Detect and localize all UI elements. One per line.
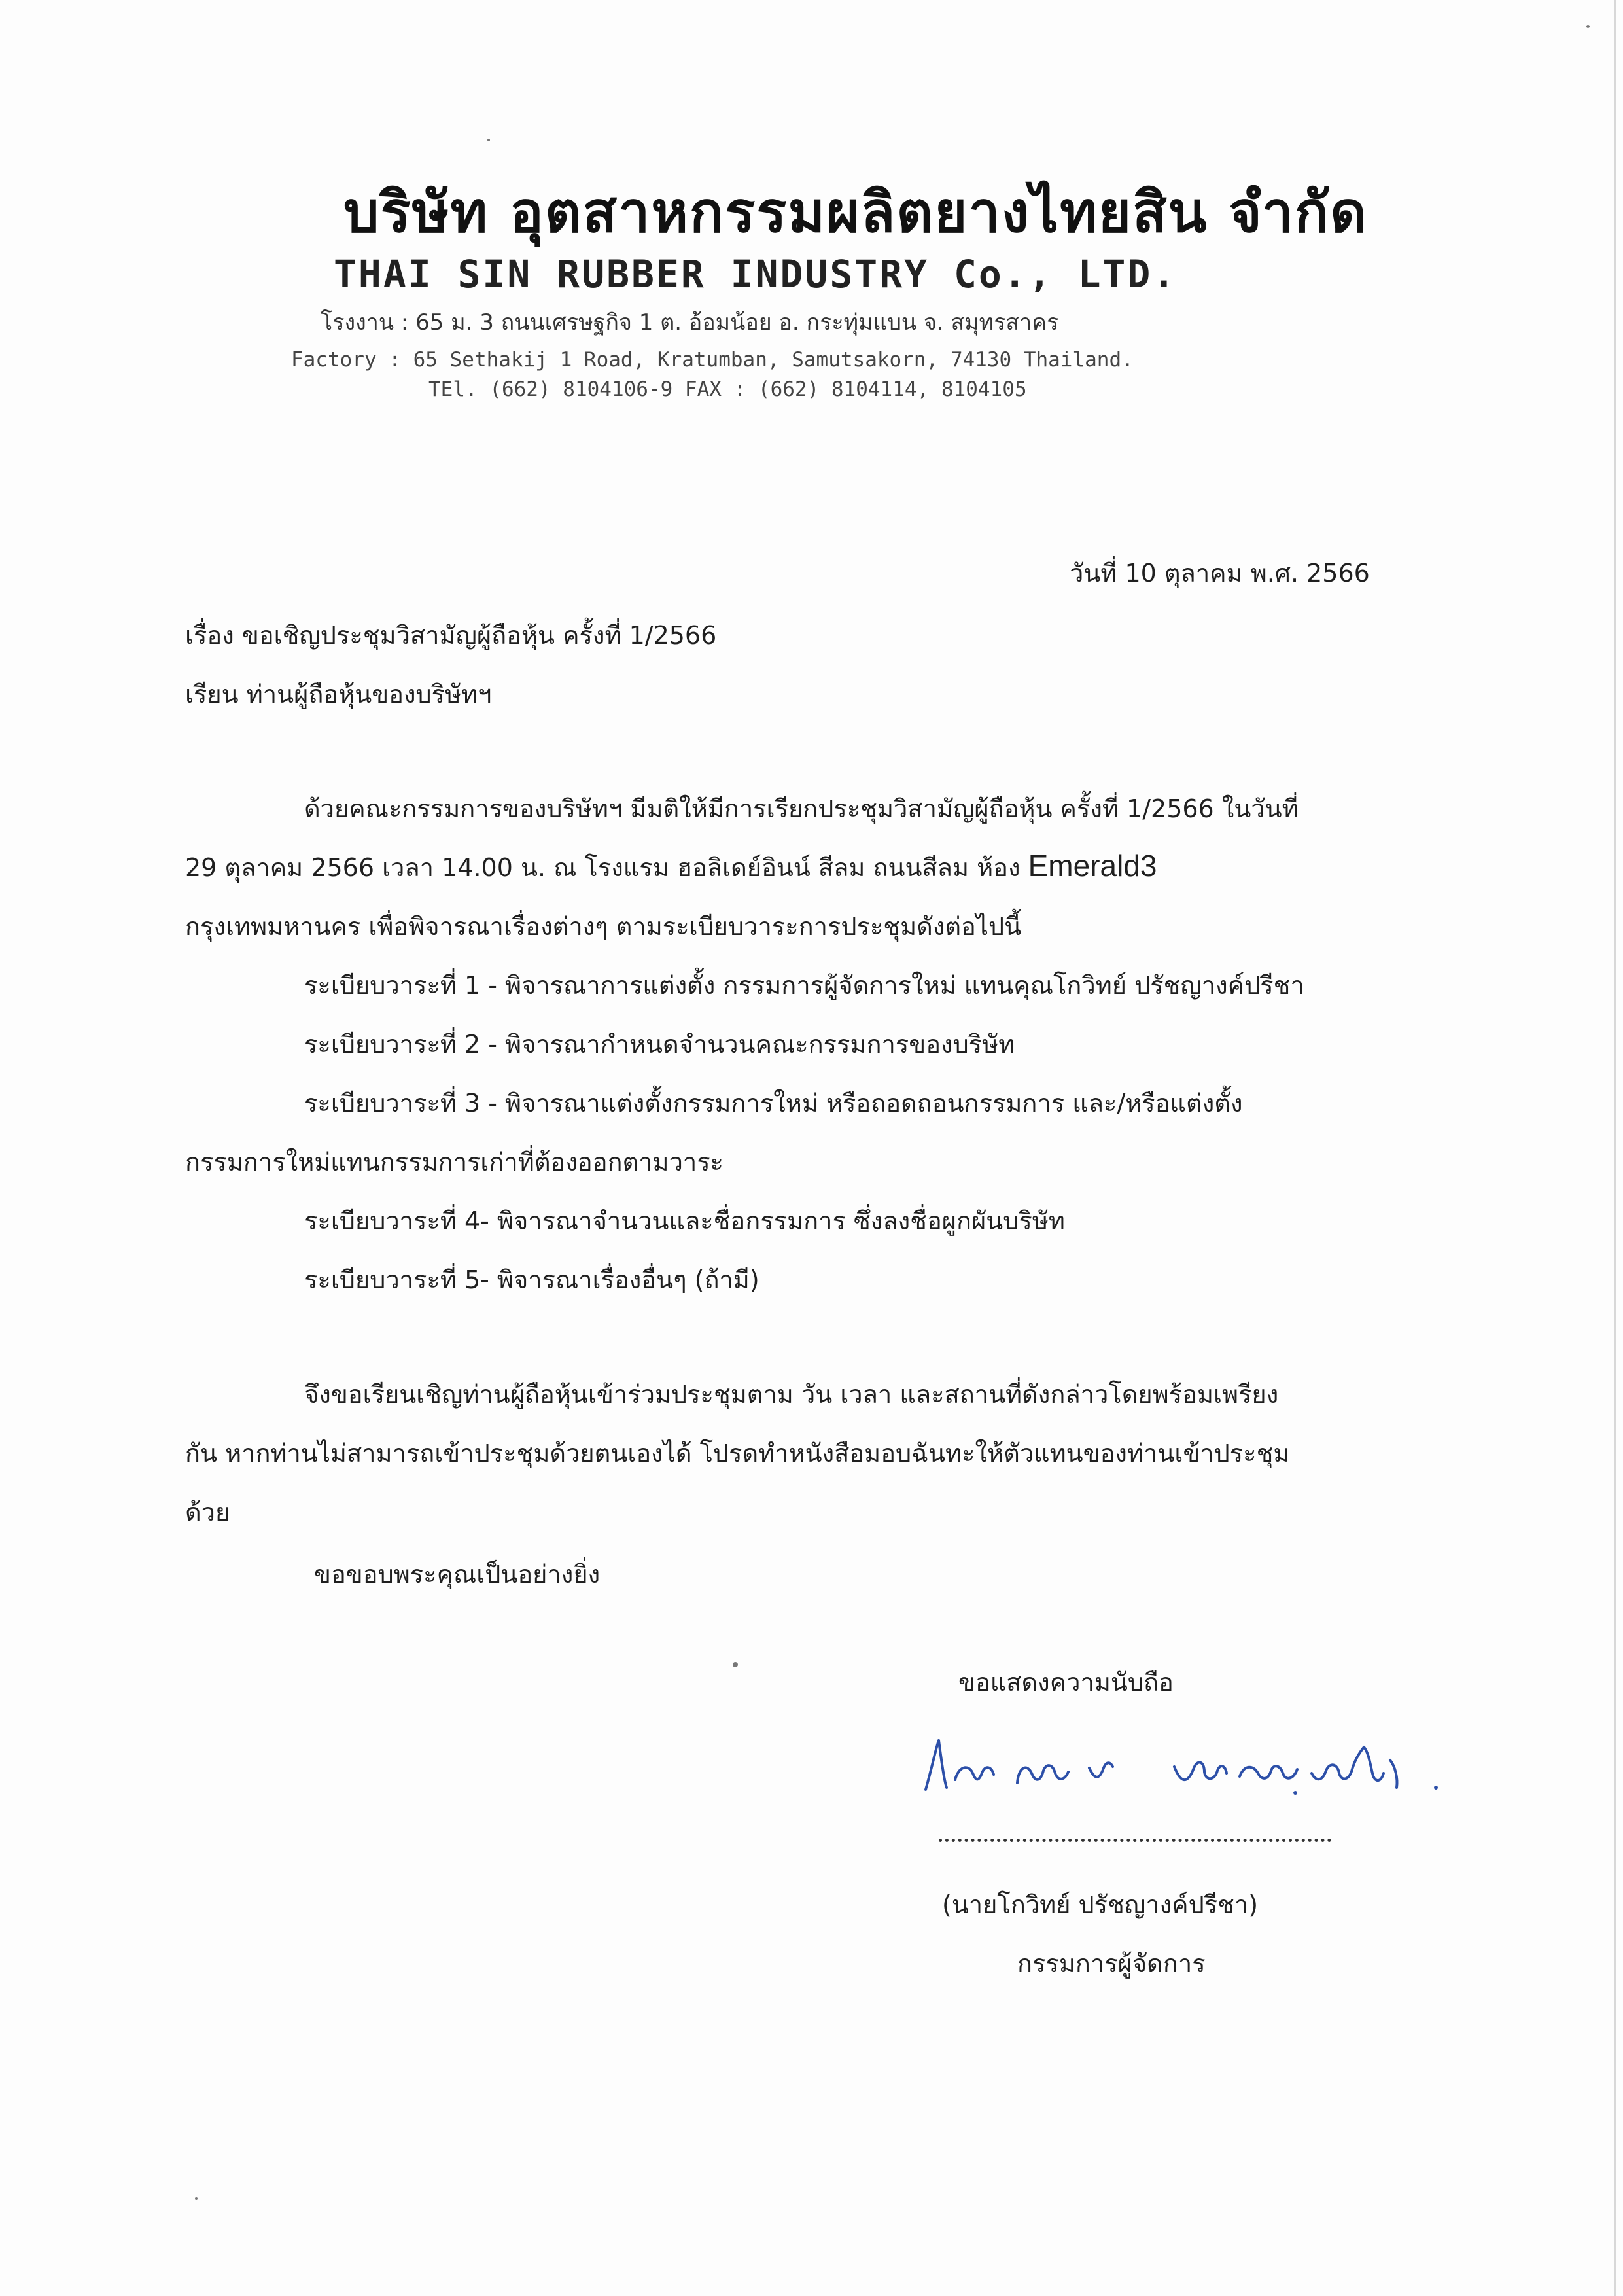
- paragraph-2-line-1: จึงขอเรียนเชิญท่านผู้ถือหุ้นเข้าร่วมประชุมตาม วัน เวลา และสถานที่ดังกล่าวโดยพร้อมเพรียง: [304, 1380, 1279, 1409]
- agenda-item-5: ระเบียบวาระที่ 5- พิจารณาเรื่องอื่นๆ (ถ้ามี): [304, 1265, 759, 1294]
- paragraph-1-line-1: ด้วยคณะกรรมการของบริษัทฯ มีมติให้มีการเรียกประชุมวิสามัญผู้ถือหุ้น ครั้งที่ 1/2566 ในวันที่: [304, 794, 1299, 823]
- paragraph-2-line-3: ด้วย: [185, 1498, 230, 1527]
- handwritten-signature: [913, 1727, 1449, 1799]
- factory-address-thai: โรงงาน : 65 ม. 3 ถนนเศรษฐกิจ 1 ต. อ้อมน้อย อ. กระทุ่มแบน จ. สมุทรสาคร: [321, 309, 1059, 336]
- letter-salutation: เรียน ท่านผู้ถือหุ้นของบริษัทฯ: [185, 680, 492, 709]
- scan-speck: [1586, 25, 1590, 28]
- letter-date: วันที่ 10 ตุลาคม พ.ศ. 2566: [1070, 559, 1370, 588]
- paragraph-1-line-2: [185, 847, 1157, 887]
- factory-address-english: Factory : 65 Sethakij 1 Road, Kratumban, Samutsakorn, 74130 Thailand.: [291, 348, 1134, 372]
- signature-line: [939, 1839, 1331, 1842]
- scan-speck: [733, 1662, 738, 1667]
- closing-phrase: ขอแสดงความนับถือ: [958, 1668, 1174, 1697]
- agenda-item-2: ระเบียบวาระที่ 2 - พิจารณากำหนดจำนวนคณะกรรมการของบริษัท: [304, 1030, 1015, 1059]
- agenda-item-4: ระเบียบวาระที่ 4- พิจารณาจำนวนและชื่อกรรมการ ซึ่งลงชื่อผูกผันบริษัท: [304, 1207, 1065, 1235]
- signer-title: กรรมการผู้จัดการ: [1017, 1949, 1206, 1978]
- scan-edge: [1614, 0, 1616, 2296]
- agenda-item-3-line-2: กรรมการใหม่แทนกรรมการเก่าที่ต้องออกตามวาระ: [185, 1148, 724, 1176]
- company-name-english: THAI SIN RUBBER INDUSTRY Co., LTD.: [334, 252, 1178, 296]
- contact-numbers: TEl. (662) 8104106-9 FAX : (662) 8104114, 8104105: [428, 378, 1027, 401]
- signer-name: (นายโกวิทย์ ปรัชญางค์ปรีชา): [942, 1890, 1259, 1919]
- meeting-room: Emerald3: [1028, 849, 1157, 883]
- paragraph-2-line-2: กัน หากท่านไม่สามารถเข้าประชุมด้วยตนเองได้ โปรดทำหนังสือมอบฉันทะให้ตัวแทนของท่านเข้าประชุม: [185, 1439, 1290, 1468]
- scan-speck: [487, 139, 490, 141]
- meeting-details: 29 ตุลาคม 2566 เวลา 14.00 น. ณ โรงแรม ฮอลิเดย์อินน์ สีลม ถนนสีลม ห้อง: [185, 853, 1028, 882]
- scan-speck: [195, 2197, 198, 2200]
- agenda-item-1: ระเบียบวาระที่ 1 - พิจารณาการแต่งตั้ง กรรมการผู้จัดการใหม่ แทนคุณโกวิทย์ ปรัชญางค์ปรีชา: [304, 971, 1304, 1000]
- company-name-thai: บริษัท อุตสาหกรรมผลิตยางไทยสิน จำกัด: [343, 180, 1368, 245]
- letter-subject: เรื่อง ขอเชิญประชุมวิสามัญผู้ถือหุ้น ครั้งที่ 1/2566: [185, 621, 717, 650]
- paragraph-1-line-3: กรุงเทพมหานคร เพื่อพิจารณาเรื่องต่างๆ ตามระเบียบวาระการประชุมดังต่อไปนี้: [185, 912, 1022, 941]
- thanks-line: ขอขอบพระคุณเป็นอย่างยิ่ง: [314, 1560, 601, 1589]
- agenda-item-3-line-1: ระเบียบวาระที่ 3 - พิจารณาแต่งตั้งกรรมการใหม่ หรือถอดถอนกรรมการ และ/หรือแต่งตั้ง: [304, 1089, 1243, 1118]
